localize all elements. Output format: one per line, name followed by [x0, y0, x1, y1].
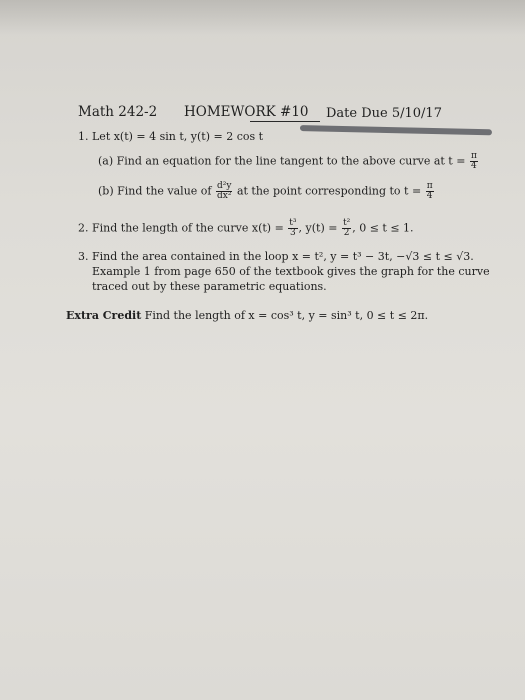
fraction-numerator: t² [342, 218, 351, 228]
problem-1b [98, 182, 435, 201]
fraction-numerator: π [426, 181, 433, 191]
problem-1a-label: (a) [98, 154, 114, 168]
fraction-denominator: 3 [290, 228, 296, 238]
problem-3-line-2: Example 1 from page 650 of the textbook gives the graph for the curve [92, 265, 490, 278]
top-shadow [0, 0, 525, 35]
header-underline [250, 121, 320, 122]
due-date: Date Due 5/10/17 [326, 106, 442, 121]
second-derivative-fraction [216, 182, 232, 201]
x-fraction [288, 219, 297, 238]
homework-title: HOMEWORK #10 [184, 104, 309, 120]
problem-1a-text: Find an equation for the line tangent to the above curve at t = [116, 154, 466, 168]
fraction-numerator: d²y [216, 181, 232, 191]
problem-2 [78, 219, 414, 238]
problem-3-line-1: Find the area contained in the loop x = t², y = t³ − 3t, −√3 ≤ t ≤ √3. [92, 250, 474, 263]
fraction-denominator: 4 [426, 191, 433, 201]
problem-1b-label: (b) [98, 184, 114, 198]
problem-3 [78, 250, 474, 263]
problem-1a [98, 152, 479, 171]
problem-1-number: 1. [78, 130, 89, 143]
header [78, 104, 498, 128]
problem-1 [78, 130, 263, 143]
fraction-denominator: 2 [343, 228, 350, 238]
problem-1b-text-pre: Find the value of [117, 184, 212, 198]
problem-3-line-3: traced out by these parametric equations. [92, 280, 327, 293]
fraction-denominator: dx² [216, 191, 232, 201]
problem-2-text-pre: Find the length of the curve x(t) = [92, 221, 284, 235]
course-title: Math 242-2 [78, 104, 158, 120]
y-fraction [342, 219, 351, 238]
problem-1a-fraction [470, 152, 478, 171]
fraction-numerator: π [470, 151, 477, 161]
problem-3-number: 3. [78, 250, 89, 263]
extra-credit-text: Find the length of x = cos³ t, y = sin³ t, 0 ≤ t ≤ 2π. [144, 309, 429, 322]
extra-credit-label: Extra Credit [66, 309, 142, 322]
problem-2-number: 2. [78, 221, 89, 235]
problem-2-text-mid: , y(t) = [298, 221, 338, 235]
problem-1b-text-post: at the point corresponding to t = [236, 184, 422, 198]
fraction-numerator: t³ [289, 218, 297, 228]
problem-1b-fraction [426, 182, 434, 201]
problem-1-text: Let x(t) = 4 sin t, y(t) = 2 cos t [92, 130, 264, 143]
fraction-denominator: 4 [471, 161, 477, 171]
problem-2-text-post: , 0 ≤ t ≤ 1. [352, 221, 414, 235]
extra-credit [66, 309, 428, 322]
